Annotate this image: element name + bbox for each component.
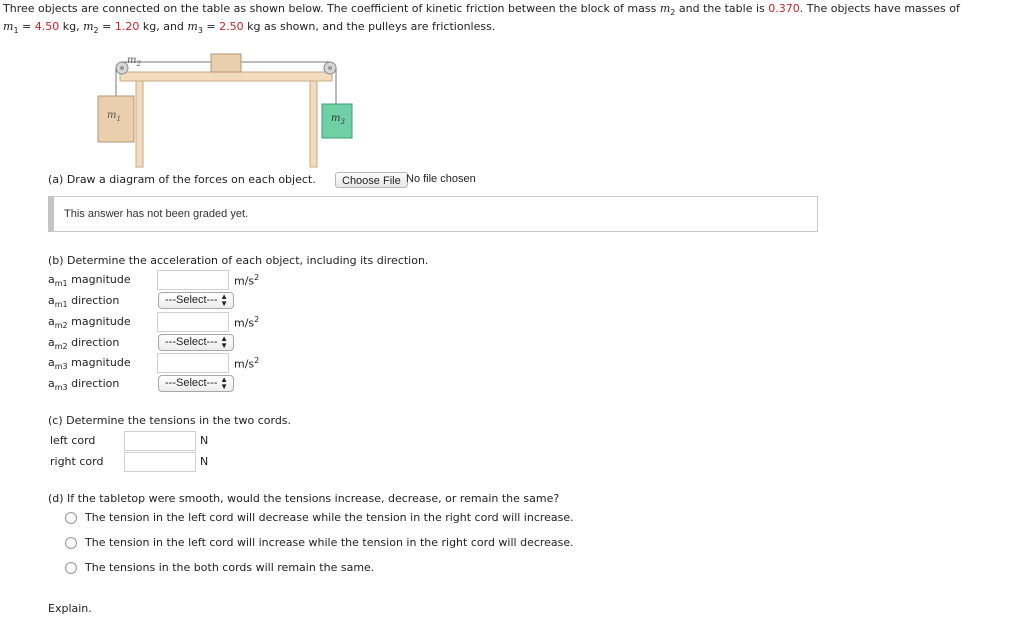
am2-direction-select[interactable]: ---Select--- ▲ ▼ <box>158 334 234 351</box>
left-cord-unit: N <box>200 434 209 447</box>
table-top <box>120 72 332 81</box>
label-m2: $m_2$ <box>127 55 141 68</box>
select-arrows-icon: ▲ ▼ <box>220 292 228 308</box>
am2-direction-label: $a_{m2}$ direction <box>48 336 120 352</box>
option-1-radio[interactable] <box>65 512 77 524</box>
option-1-label: The tension in the left cord will decrease while the tension in the right cord will increase. <box>85 511 574 524</box>
am3-direction-label: $a_{m3}$ direction <box>48 377 120 393</box>
part-d-prompt: (d) If the tabletop were smooth, would the tensions increase, decrease, or remain the same? <box>48 492 560 505</box>
part-c-prompt: (c) Determine the tensions in the two cords. <box>48 414 292 427</box>
friction-coefficient: 0.370 <box>768 2 800 15</box>
am2-magnitude-input[interactable] <box>157 312 229 332</box>
am3-magnitude-label: $a_{m3}$ magnitude <box>48 356 131 372</box>
m2-value: 1.20 <box>114 20 140 33</box>
am3-unit: $m/s^2$ <box>234 356 260 371</box>
pulley-diagram <box>90 50 370 170</box>
explain-label: Explain. <box>48 602 92 615</box>
graded-notice-text: This answer has not been graded yet. <box>64 208 249 220</box>
m3-value: 2.50 <box>219 20 244 33</box>
option-3-label: The tensions in the both cords will remain the same. <box>85 561 375 574</box>
am3-magnitude-input[interactable] <box>157 353 229 373</box>
option-3-radio[interactable] <box>65 562 77 574</box>
am1-unit: $m/s^2$ <box>234 273 260 288</box>
right-cord-unit: N <box>200 455 209 468</box>
right-cord-label: right cord <box>50 455 104 468</box>
part-b-prompt: (b) Determine the acceleration of each object, including its direction. <box>48 254 429 267</box>
table-leg-left <box>136 81 143 167</box>
graded-notice <box>48 196 818 232</box>
part-a-prompt: (a) Draw a diagram of the forces on each object. <box>48 173 316 186</box>
am1-magnitude-input[interactable] <box>157 270 229 290</box>
block-m2 <box>211 54 241 72</box>
file-status: No file chosen <box>406 173 476 185</box>
left-cord-input[interactable] <box>124 431 196 451</box>
am3-direction-select[interactable]: ---Select--- ▲ ▼ <box>158 375 234 392</box>
problem-statement-line-1: Three objects are connected on the table as shown below. The coefficient of kinetic friction between the block of mass $m_2$ and the table is 0.370. The objects have masses of <box>3 2 960 18</box>
table-leg-right <box>310 81 317 167</box>
choose-file-button[interactable]: Choose File <box>335 172 408 188</box>
am1-magnitude-label: $a_{m1}$ magnitude <box>48 273 131 289</box>
am1-direction-label: $a_{m1}$ direction <box>48 294 120 310</box>
am1-direction-select[interactable]: ---Select--- ▲ ▼ <box>158 292 234 309</box>
select-arrows-icon: ▲ ▼ <box>220 334 228 350</box>
option-2-label: The tension in the left cord will increase while the tension in the right cord will decrease. <box>85 536 574 549</box>
left-cord-label: left cord <box>50 434 96 447</box>
label-m3: $m_3$ <box>331 113 345 126</box>
option-2-radio[interactable] <box>65 537 77 549</box>
right-cord-input[interactable] <box>124 452 196 472</box>
am2-unit: $m/s^2$ <box>234 315 260 330</box>
problem-statement-line-2: $m_1 = 4.50$ kg, $m_2 = 1.20$ kg, and $m_3 = 2.50$ kg as shown, and the pulleys are frictionless. <box>3 20 496 36</box>
label-m1: $m_1$ <box>107 110 121 123</box>
am2-magnitude-label: $a_{m2}$ magnitude <box>48 315 131 331</box>
m1-value: 4.50 <box>34 20 60 33</box>
select-arrows-icon: ▲ ▼ <box>220 375 228 391</box>
